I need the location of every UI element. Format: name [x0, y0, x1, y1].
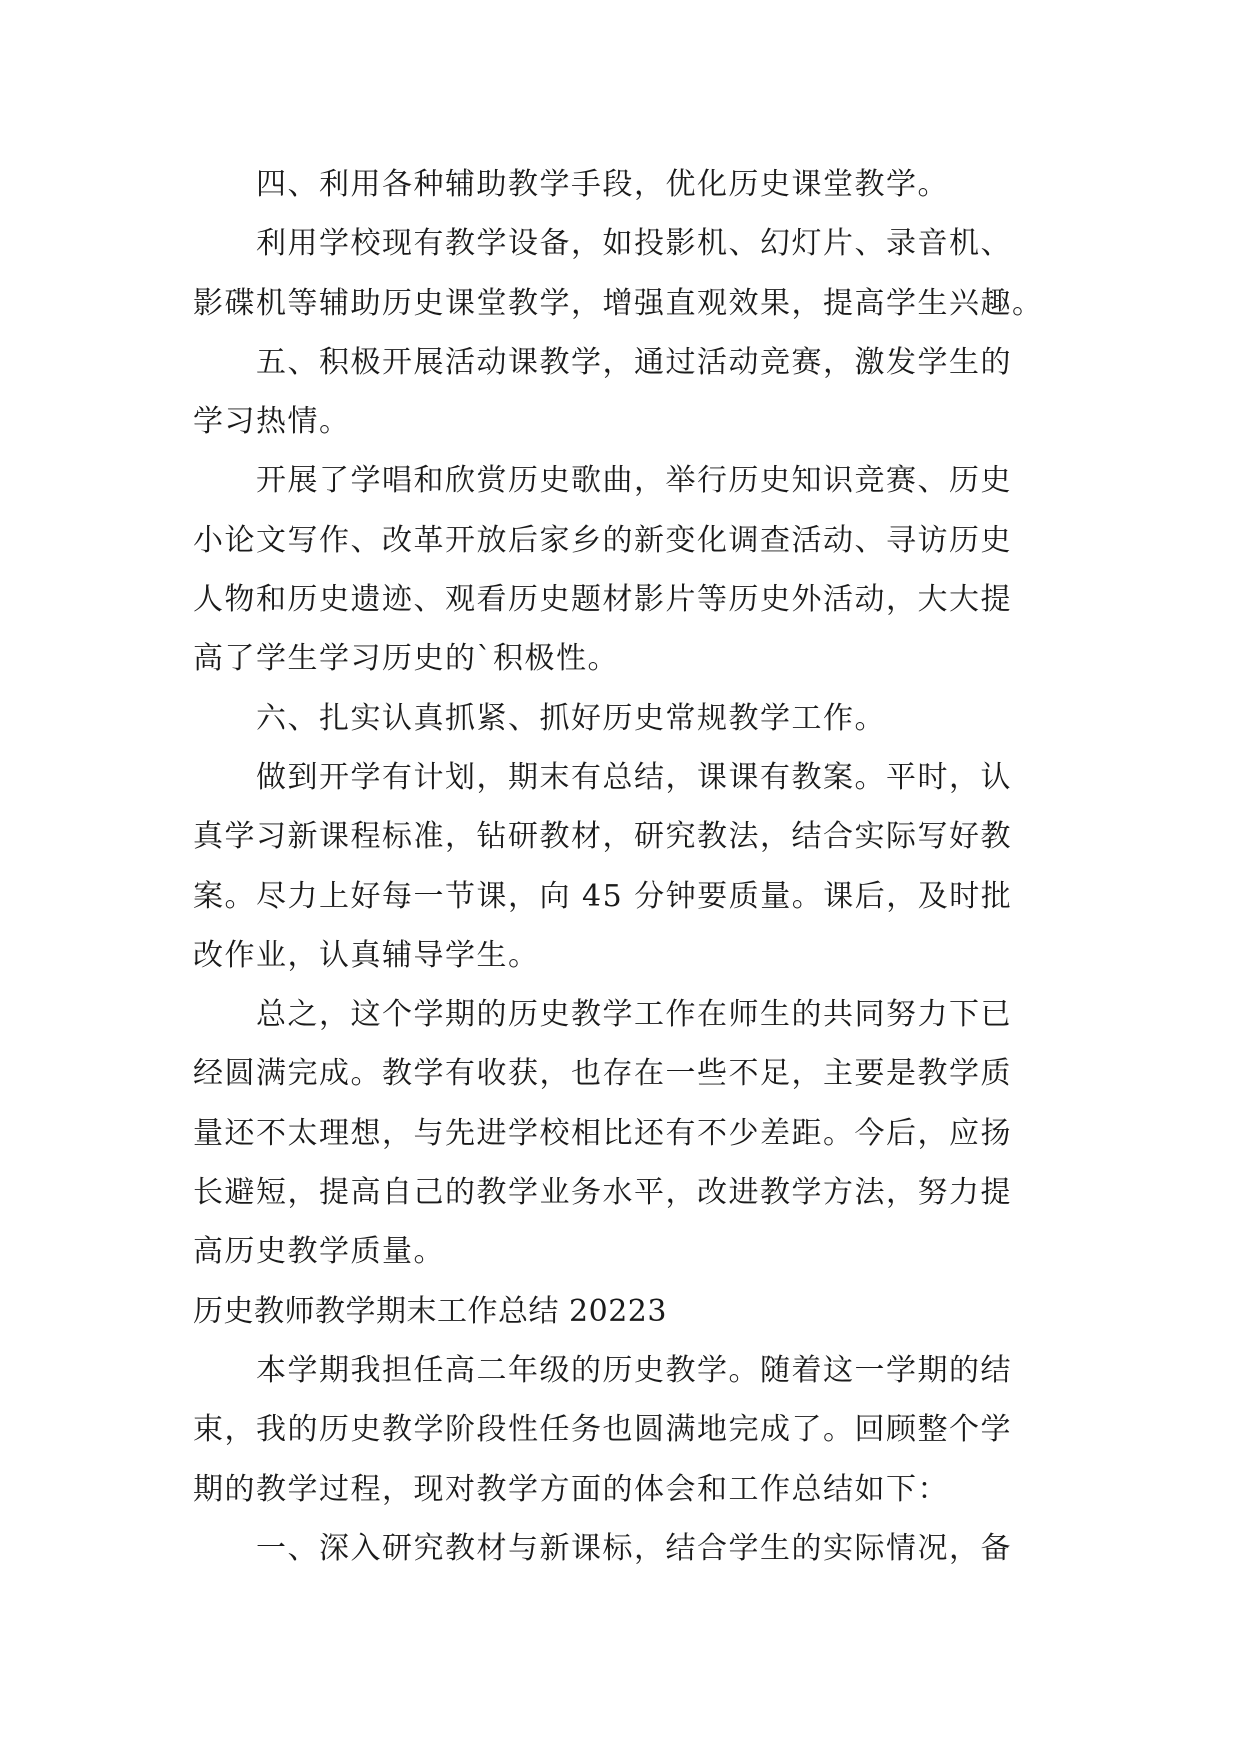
text-line: 六、扎实认真抓紧、抓好历史常规教学工作。 — [256, 700, 886, 736]
text-line: 学习热情。 — [193, 404, 351, 440]
section-heading: 历史教师教学期末工作总结 20223 — [193, 1293, 667, 1329]
text-line: 真学习新课程标准，钻研教材，研究教法，结合实际写好教 — [193, 819, 1012, 855]
text-line: 期的教学过程，现对教学方面的体会和工作总结如下： — [193, 1471, 949, 1507]
text-line: 经圆满完成。教学有收获，也存在一些不足，主要是教学质 — [193, 1056, 1012, 1092]
text-line: 高了学生学习历史的`积极性。 — [193, 641, 619, 677]
text-line: 量还不太理想，与先进学校相比还有不少差距。今后，应扬 — [193, 1115, 1012, 1151]
text-line: 总之，这个学期的历史教学工作在师生的共同努力下已 — [256, 997, 1012, 1033]
text-line: 长避短，提高自己的教学业务水平，改进教学方法，努力提 — [193, 1175, 1012, 1211]
text-line: 四、利用各种辅助教学手段，优化历史课堂教学。 — [256, 167, 949, 202]
text-line: 案。尽力上好每一节课，向 45 分钟要质量。课后，及时批 — [193, 878, 1013, 914]
text-line: 做到开学有计划，期末有总结，课课有教案。平时，认 — [256, 759, 1012, 795]
text-line: 小论文写作、改革开放后家乡的新变化调查活动、寻访历史 — [193, 522, 1012, 558]
text-line: 一、深入研究教材与新课标，结合学生的实际情况，备 — [256, 1530, 1012, 1566]
text-line: 五、积极开展活动课教学，通过活动竞赛，激发学生的 — [256, 344, 1012, 380]
text-line: 影碟机等辅助历史课堂教学，增强直观效果，提高学生兴趣。 — [193, 285, 1044, 321]
document-body — [193, 155, 1063, 1578]
text-line: 人物和历史遗迹、观看历史题材影片等历史外活动，大大提 — [193, 582, 1012, 618]
text-line: 束，我的历史教学阶段性任务也圆满地完成了。回顾整个学 — [193, 1412, 1012, 1448]
text-line: 利用学校现有教学设备，如投影机、幻灯片、录音机、 — [256, 226, 1012, 262]
text-line: 改作业，认真辅导学生。 — [193, 937, 540, 973]
text-line: 本学期我担任高二年级的历史教学。随着这一学期的结 — [256, 1352, 1012, 1388]
text-line: 开展了学唱和欣赏历史歌曲，举行历史知识竞赛、历史 — [256, 463, 1012, 499]
text-line: 高历史教学质量。 — [193, 1234, 445, 1270]
